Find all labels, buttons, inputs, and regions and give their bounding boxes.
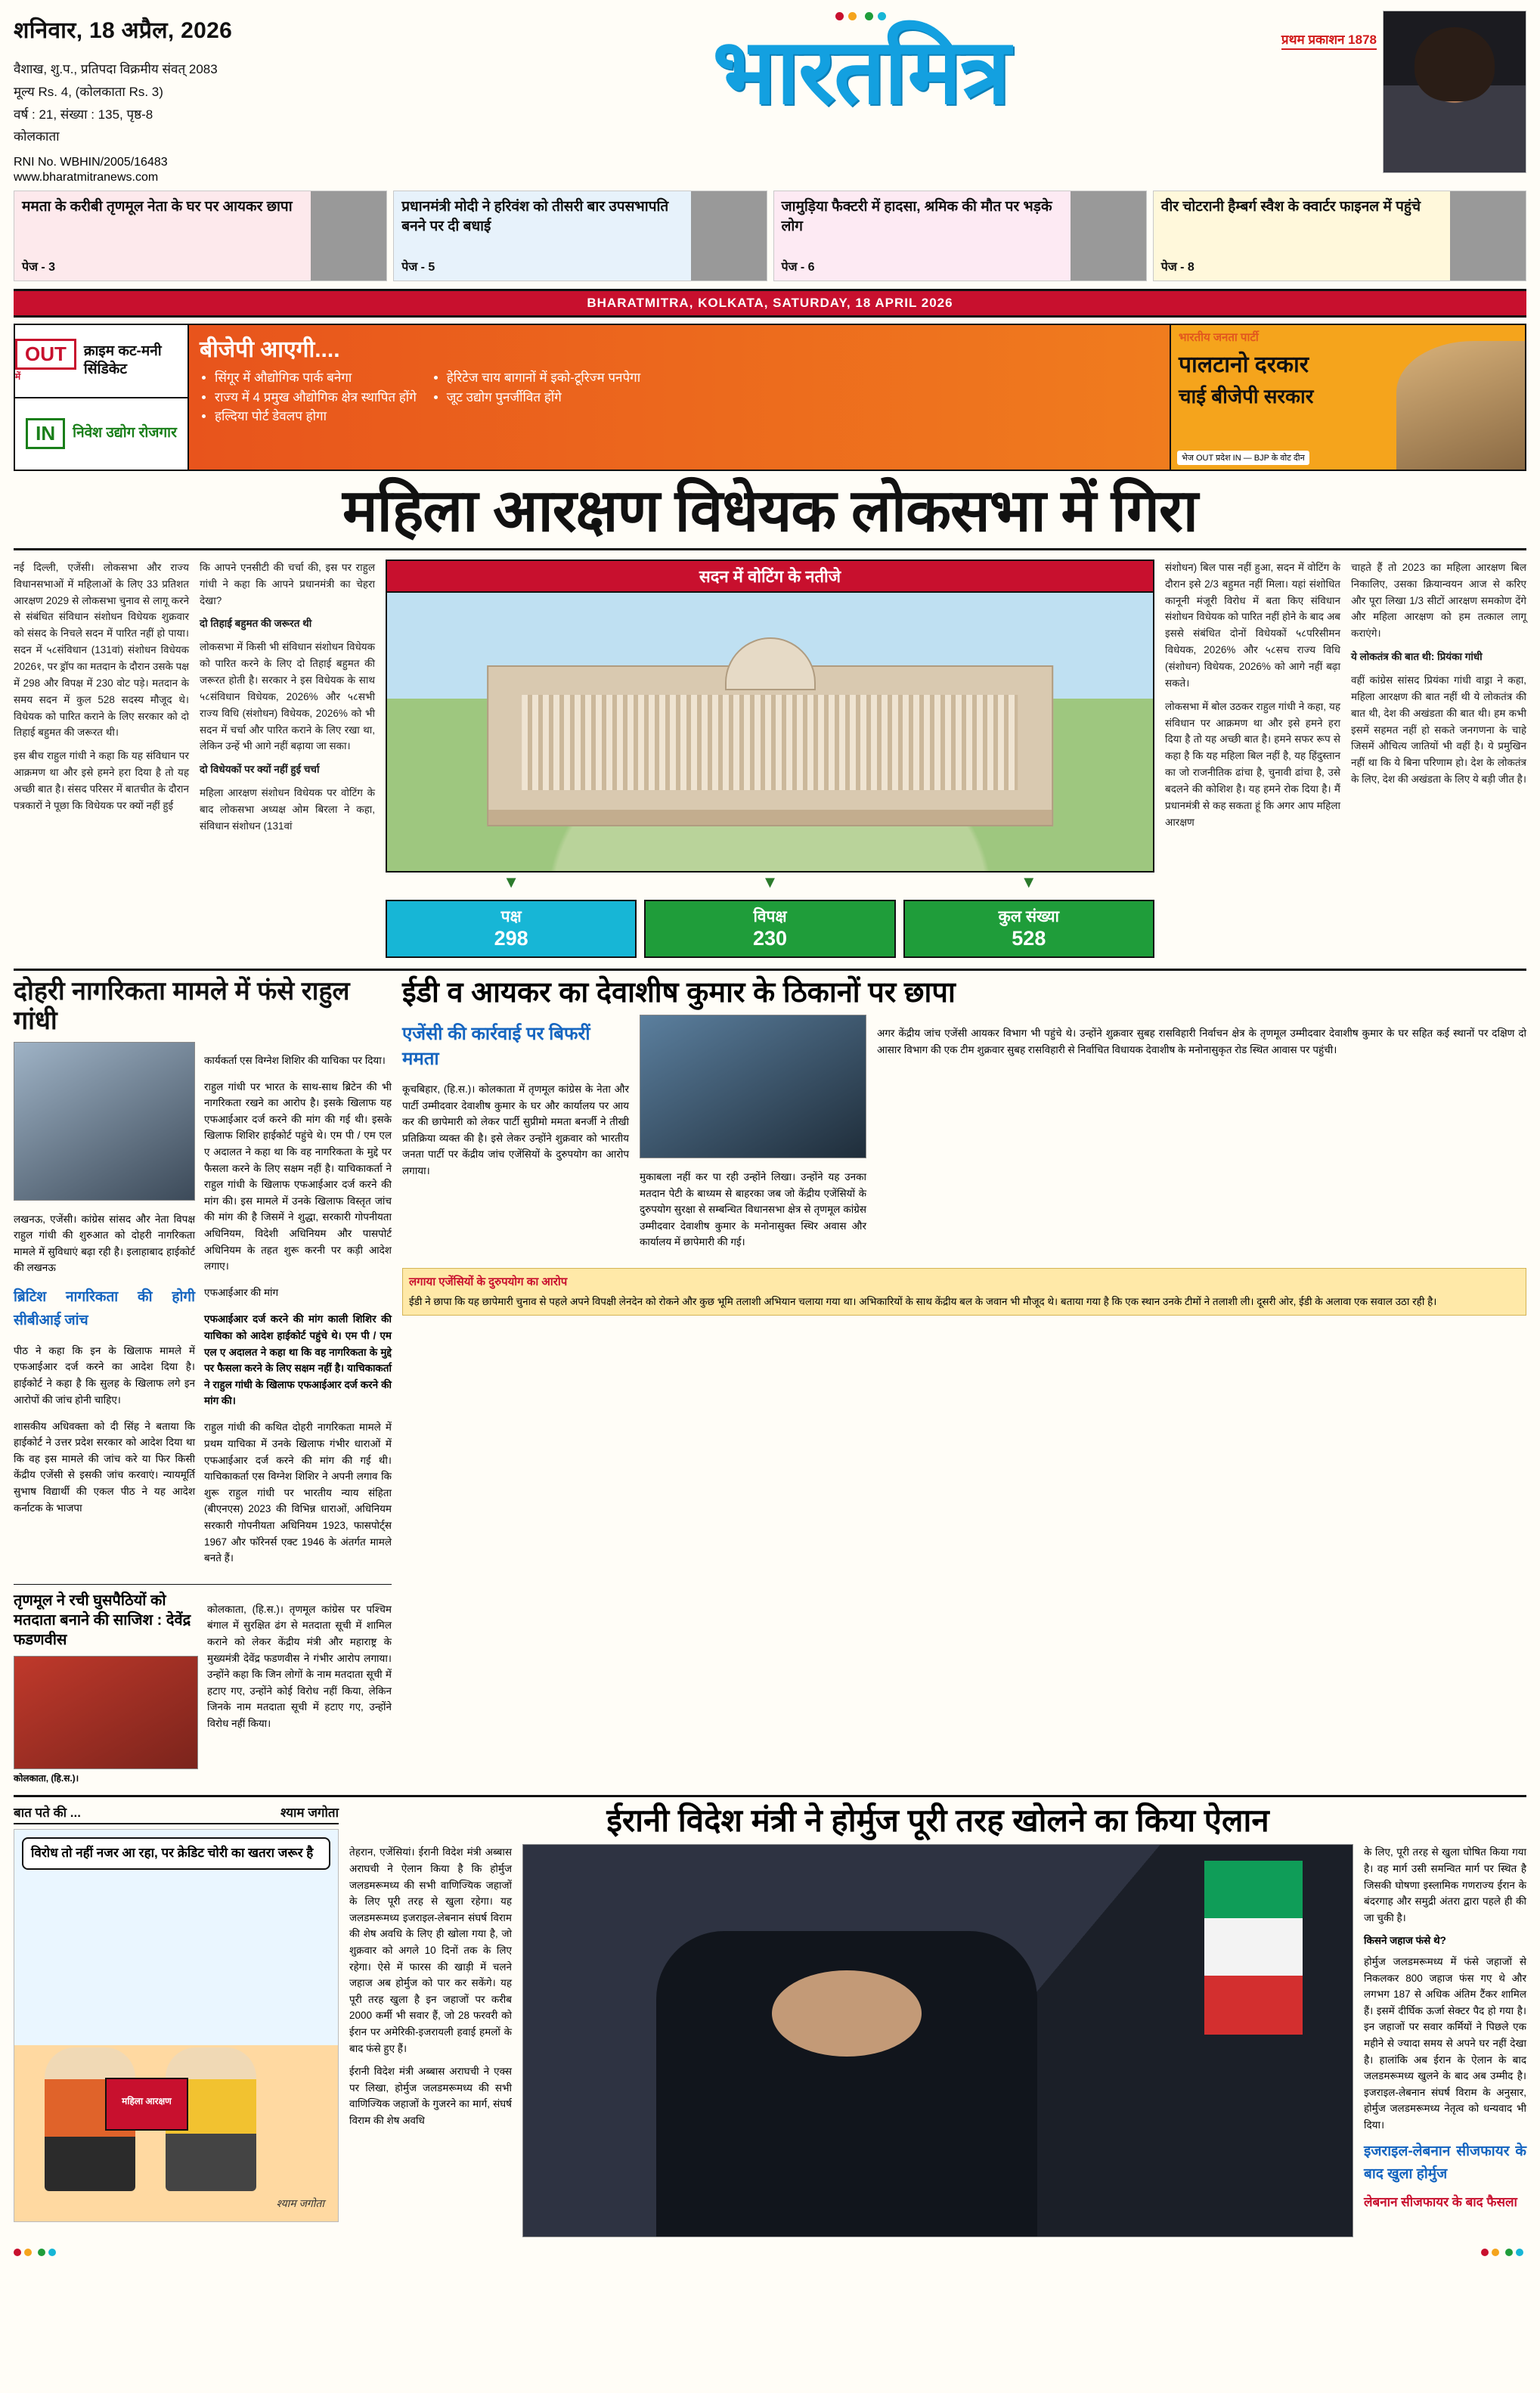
- story-headline: ईरानी विदेश मंत्री ने होर्मुज पूरी तरह खोलने का किया ऐलान: [606, 1802, 1269, 1839]
- masthead-photo: [1383, 11, 1526, 173]
- in-label: IN: [26, 418, 65, 449]
- story-tmc: [14, 1591, 392, 1784]
- teaser-image: [691, 191, 767, 281]
- parliament-image: [386, 593, 1154, 873]
- footer-dots: [14, 2246, 1526, 2260]
- lead-column-2: [200, 560, 375, 958]
- teaser-title: प्रधानमंत्री मोदी ने हरिवंश को तीसरी बार उपसभापति बनने पर दी बधाई: [401, 199, 669, 234]
- vote-value: 298: [494, 926, 528, 950]
- ad-jobs-text: निवेश उद्योग रोजगार: [73, 425, 177, 442]
- lead-paragraph: महिला आरक्षण संशोधन विधेयक पर वोटिंग के बाद लोकसभा अध्यक्ष ओम बिरला ने कहा, संविधान संशोधन (131वां: [200, 787, 375, 832]
- lead-column-3: [1165, 560, 1340, 958]
- cartoon-signature: श्याम जगोता: [276, 2197, 324, 2210]
- first-published-badge: प्रथम प्रकाशन 1878: [1281, 30, 1377, 50]
- story-ed-raid: [402, 977, 1526, 1784]
- iran-column-1: [349, 1844, 512, 2237]
- story-headline: दोहरी नागरिकता मामले में फंसे राहुल गांधी: [14, 976, 350, 1035]
- price-line: मूल्य Rs. 4, (कोलकाता Rs. 3): [14, 84, 163, 99]
- highlight-box: [402, 1268, 1526, 1315]
- lotus-icon: भारतीय जनता पार्टी: [1179, 331, 1259, 344]
- lead-paragraph: इस बीच राहुल गांधी ने कहा कि यह संविधान पर आक्रमण था और इसे हमने हरा दिया है तो यह अच्छी बात है। संसद परिसर में बातचीत के दौरान पत्रकारों ने पूछा कि विधेयक पर क्यों नहीं हुई: [14, 750, 189, 811]
- story-subhead: ब्रिटिश नागरिकता की होगी सीबीआई जांच: [14, 1289, 195, 1328]
- story-paragraph: मुकाबला नहीं कर पा रही उन्होंने लिखा। उन्होंने यह उनका मतदान पेटी के बाध्यम से बाहरका जब जो केंद्रीय एजेंसियों के दुरुपयोग सुरक्षा से सम्बन्धित विधानसभा क्षेत्र से तृणमूल कांग्रेस उम्मीदवार देवाशीष कुमार के मनोनासुक्त स्थिर अवास और कार्यालय में छापेमारी की गई।: [640, 1170, 866, 1248]
- city-line: कोलकाता: [14, 129, 60, 144]
- iran-column-2: [1364, 1844, 1526, 2237]
- footer-dot-group-right: [1481, 2246, 1526, 2260]
- lead-headline-wrap: [14, 477, 1526, 550]
- section-divider: [14, 1584, 392, 1585]
- vote-results: [386, 900, 1154, 958]
- lead-column-1: [14, 560, 189, 958]
- teaser-item[interactable]: [1153, 191, 1526, 281]
- story-subhead: एफआईआर दर्ज करने की मांग काली शिशिर की याचिका को आदेश हाईकोर्ट पहुंचे थे। एम पी / एम एल ए अदालत ने कहा था कि वह नागरिकता के मुद्दे पर फैसला करने के लिए सक्षम नहीं है। याचिकाकर्ता ने राहुल गांधी के खिलाफ एफआईआर दर्ज करने की मांग की।: [204, 1313, 392, 1407]
- lead-graphic: [386, 560, 1154, 958]
- lead-paragraph: नई दिल्ली, एजेंसी। लोकसभा और राज्य विधानसभाओं में महिलाओं के लिए 33 प्रतिशत आरक्षण 2029 से लोकसभा चुनाव से लागू करने से संबंधित संविधान संशोधन विधेयक शुक्रवार को संसद के निचले सदन में पारित नहीं हो पाया। सदन में ५८संविधान (131वां) संशोधन विधेयक 2026१, पर ड्रॉप का मतदान के दौरान उसके पक्ष में 298 और विपक्ष में 230 वोट पड़े। मतदान के समय सदन में कुल 528 सदस्य मौजूद थे। विधेयक को पारित कराने के लिए सरकार को दो तिहाई बहुमत की जरूरत थी।: [14, 561, 189, 739]
- story-paragraph: कार्यकर्ता एस विग्नेश शिशिर की याचिका पर दिया।: [204, 1054, 386, 1066]
- story-paragraph: कोलकाता, (हि.स.)। तृणमूल कांग्रेस पर पश्चिम बंगाल में सुरक्षित ढंग से मतदाता सूची में शामिल कराने को लेकर केंद्रीय मंत्री और महाराष्ट्र के मुख्यमंत्री देवेंद्र फडणवीस ने गंभीर आरोप लगाया। उन्होंने कहा कि जिन लोगों के नाम मतदाता सूची में हटाए गए, उन्होंने कोई विरोध नहीं किया, लेकिन जिनके नाम मतदाता सूची में हटाए गए, उन्होंने विरोध नहीं किया।: [207, 1603, 392, 1729]
- teaser-strip: [14, 191, 1526, 281]
- ad-point: • राज्य में 4 प्रमुख औद्योगिक क्षेत्र स्थापित होंगे: [215, 388, 417, 408]
- lead-paragraph: लोकसभा में किसी भी संविधान संशोधन विधेयक को पारित करने के लिए दो तिहाई बहुमत की जरूरत होती है। सरकार ने इस विधेयक के साथ ५८संविधान विधेयक, 2026% और ५८सभी राज्य विधि (संशोधन) विधेयक, 2026% को भी सदन में चर्चा और पारित कराने के लिए रखा था, लेकिन उन्हें भी आगे नहीं बढ़ाया जा सका।: [200, 641, 375, 752]
- lead-column-4: [1351, 560, 1526, 958]
- teaser-image: [1450, 191, 1526, 281]
- vote-value: 528: [1012, 926, 1046, 950]
- vote-box-for: [386, 900, 637, 958]
- lead-headline: महिला आरक्षण विधेयक लोकसभा में गिरा: [342, 477, 1198, 544]
- publication-date: शनिवार, 18 अप्रैल, 2026: [14, 18, 233, 43]
- masthead-center: [339, 11, 1383, 122]
- ad-point: • हेरिटेज चाय बागानों में इको-टूरिज्म पनपेगा: [447, 368, 640, 388]
- ad-points-right: [432, 368, 640, 426]
- teaser-title: वीर चोटरानी हैम्बर्ग स्वैश के क्वार्टर फाइनल में पहुंचे: [1160, 199, 1421, 215]
- teaser-image: [311, 191, 386, 281]
- masthead-left-meta: [14, 11, 339, 184]
- portrait-image: [1384, 11, 1526, 172]
- cartoon-caption: विरोध तो नहीं नजर आ रहा, पर क्रेडिट चोरी का खतरा जरूर है: [22, 1837, 330, 1870]
- out-sub-label: में: [15, 371, 21, 383]
- cartoon-header: [14, 1803, 339, 1824]
- vote-label: विपक्ष: [753, 907, 787, 925]
- story-headline: तृणमूल ने रची घुसपैठियों को मतदाता बनाने की साजिश : देवेंद्र फडणवीस: [14, 1592, 191, 1649]
- newspaper-logo: भारतमित्र: [712, 21, 1009, 122]
- story-paragraph: पीठ ने कहा कि इन के खिलाफ मामले में एफआईआर दर्ज करने का आदेश दिया है। हाईकोर्ट ने कहा है कि सुलह के खिलाफ लगे इन आरोपों की जांच होनी चाहिए।: [14, 1344, 195, 1406]
- lead-subhead: ये लोकतंत्र की बात थी: प्रियंका गांधी: [1351, 651, 1483, 663]
- story-paragraph: होर्मुज जलडमरूमध्य में फंसे जहाजों से निकलकर 800 जहाज फंस गए थे और लगभग 187 से अधिक अंतिम टैंकर शामिल हैं। इसमें दीर्घिक ऊर्जा सेक्टर पैद हो गया है। इन जहाजों पर सवार कर्मियों ने पिछले एक महीने से ज्यादा समय से अपने घर नहीं देखा है। हालांकि अब ईरान के ऐलान के बाद जलडमरूमध्य खुलने के बाद अब उम्मीद है। इजराइल-लेबनान संघर्ष विराम के अनुसार, होर्मुज जलडमरूमध्य नेतृत्व को धन्यवाद भी दिया।: [1364, 1956, 1526, 2131]
- story-paragraph: राहुल गांधी की कथित दोहरी नागरिकता मामले में प्रथम याचिका में उनके खिलाफ गंभीर धाराओं में एफआईआर दर्ज करने की मांग की गई थी। याचिकाकर्ता एस विग्नेश शिशिर ने अपनी लगाव कि शुरू राहुल गांधी पर भारतीय न्याय संहिता (बीएनएस) 2023 की विभिन्न धाराओं, अधिनियम सरकारी गोपनीयता अधिनियम 1923, फासपोर्ट्स 1967 और फॉरेनर्स एक्ट 1946 के अंतर्गत मामले बनते हैं।: [204, 1421, 392, 1564]
- website-url[interactable]: www.bharatmitranews.com: [14, 171, 159, 184]
- lead-paragraph: संशोधन) बिल पास नहीं हुआ, सदन में वोटिंग के दौरान इसे 2/3 बहुमत नहीं मिला। यहां संशोधित कानूनी मंजूरी विरोध में बता किए संविधान संशोधन विधेयक को पारित नहीं होने के बाद अब इससे संबंधित दोनों विधेयकों ५८परिसीमन विधेयक, 2026% और ५८सच राज्य विधि (संशोधन) विधेयक, 2026% को आगे नहीं बढ़ा सकते।: [1165, 561, 1340, 689]
- rni-number: RNI No. WBHIN/2005/16483: [14, 156, 168, 169]
- ad-point: • जूट उद्योग पुनर्जीवित होंगे: [447, 388, 640, 408]
- lead-subhead: दो तिहाई बहुमत की जरूरत थी: [200, 618, 312, 630]
- teaser-title: ममता के करीबी तृणमूल नेता के घर पर आयकर छापा: [22, 199, 293, 215]
- ad-footer-note: भेज OUT प्रदेश IN — BJP के वोट दीन: [1177, 451, 1309, 465]
- ad-points-left: [200, 368, 417, 426]
- highlight-title: लगाया एजेंसियों के दुरुपयोग का आरोप: [409, 1276, 568, 1289]
- ad-middle-panel: [189, 325, 1170, 470]
- story-subhead: इजराइल-लेबनान सीजफायर के बाद खुला होर्मुज: [1364, 2143, 1526, 2182]
- politician-photo: [1396, 341, 1525, 470]
- vote-box-against: [644, 900, 895, 958]
- iran-flag-icon: [1204, 1861, 1303, 2035]
- teaser-item[interactable]: [393, 191, 767, 281]
- section-divider: [14, 1795, 1526, 1797]
- vote-value: 230: [752, 926, 788, 950]
- story-iran: [349, 1803, 1526, 2237]
- edition-bar: BHARATMITRA, KOLKATA, SATURDAY, 18 APRIL 2026: [14, 289, 1526, 318]
- ad-point: • सिंगूर में औद्योगिक पार्क बनेगा: [215, 368, 417, 388]
- rahul-gandhi-photo: [14, 1042, 195, 1201]
- cartoon-image: [14, 1829, 339, 2222]
- teaser-page: पेज - 3: [22, 261, 56, 274]
- cartoon-block: [14, 1803, 339, 2237]
- lead-paragraph: कि आपने एनसीटी की चर्चा की, इस पर राहुल गांधी ने कहा कि आपने प्रधानमंत्री का चेहरा देखा?: [200, 561, 375, 606]
- mid-section: [14, 977, 1526, 1784]
- mamata-banerjee-photo: [640, 1015, 866, 1158]
- story-paragraph: राहुल गांधी पर भारत के साथ-साथ ब्रिटेन की भी नागरिकता रखने का आरोप है। इसके खिलाफ यह एफआईआर दर्ज करने की मांग की गई थी। इसके खिलाफ शिशिर हाईकोर्ट पहुंचे थे। एम पी / एम एल ए अदालत ने कहा था कि वह नागरिकता के मुद्दे पर फैसला करने के लिए सक्षम नहीं है। याचिकाकर्ता ने राहुल गांधी के खिलाफ एफआईआर दर्ज करने की मांग की। इस मामले में उनके खिलाफ विस्तृत जांच की मांग की है जिसमें ने शुद्धा, सरकारी गोपनीयता अधिनियम, विदेशी अधिनियम और पासपोर्ट अधिनियम के तहत शुरू करनी पर कड़ी आदेश लगाए।: [204, 1080, 392, 1272]
- vote-label: पक्ष: [500, 907, 522, 925]
- arrow-icon: ▼: [1020, 872, 1037, 891]
- lead-story: [14, 560, 1526, 958]
- ad-point: • हल्दिया पोर्ट डेवलप होगा: [215, 407, 417, 426]
- teaser-item[interactable]: [14, 191, 387, 281]
- teaser-item[interactable]: [773, 191, 1147, 281]
- story-paragraph: अगर केंद्रीय जांच एजेंसी आयकर विभाग भी पहुंचे थे। उन्होंने शुक्रवार सुबह रासविहारी निर्वाचन क्षेत्र के तृणमूल उम्मीदवार देवाशीष कुमार के घर सहित कई स्थानों पर दक्षिण दो आसार विभाग की एक टीम शुक्रवार सुबह रासविहारी से निर्वाचित विधायक देवाशीष के मनोनासुकृत रोड स्थित आवास पर पहुंची।: [877, 1027, 1526, 1055]
- fadnavis-photo: [14, 1656, 198, 1769]
- bottom-section: [14, 1803, 1526, 2237]
- story-rahul-gandhi: [14, 977, 392, 1784]
- ad-slogan-2: चाई बीजेपी सरकार: [1179, 385, 1314, 408]
- vote-box-total: [903, 900, 1154, 958]
- teaser-title: जामुड़िया फैक्टरी में हादसा, श्रमिक की मौत पर भड़के लोग: [781, 199, 1052, 234]
- ad-in-block: [15, 397, 187, 470]
- story-paragraph: कूचबिहार, (हि.स.)। कोलकाता में तृणमूल कांग्रेस के नेता और पार्टी उम्मीदवार देवाशीष कुमार के घर और कार्यालय पर आय कर की छापेमारी को लेकर पार्टी सुप्रीमो ममता बनर्जी ने तीखी प्रतिक्रिया व्यक्त की है। इसे लेकर उन्होंने शुक्रवार को भारतीय जनता पार्टी पर केंद्रीय जांच एजेंसियों के दुरुपयोग का आरोप लगाया।: [402, 1083, 629, 1176]
- cartoon-book-label: महिला आरक्षण: [105, 2078, 188, 2131]
- lead-paragraph: चाहते हैं तो 2023 का महिला आरक्षण बिल निकालिए, उसका क्रियान्वयन आज से करिए और पूरा लिखा 1/3 सीटों आरक्षण समकोण देंगे और महिला आरक्षण को हम तत्काल लागू कराएंगे।: [1351, 561, 1526, 640]
- vote-arrows: [386, 873, 1154, 892]
- story-subhead: किसने जहाज फंसे थे?: [1364, 1935, 1446, 1947]
- arrow-icon: ▼: [761, 872, 779, 891]
- highlight-body: ईडी ने छापा कि यह छापेमारी चुनाव से पहले अपने विपक्षी लेनदेन को रोकने और कुछ भूमि तलाशी अभियान चलाया गया था। अभिकारियों के साथ केंद्रीय बल के जवान भी मौजूद थे। बताया गया है कि एक स्थान उनके टीमों ने तलाशी ली। दूसरी ओर, ईडी के अलावा एक सवाल उठा रही है।: [409, 1295, 1437, 1307]
- teaser-image: [1071, 191, 1146, 281]
- ad-left-panel: [15, 325, 189, 470]
- iran-minister-photo: [522, 1844, 1353, 2237]
- ad-right-panel: [1170, 325, 1525, 470]
- story-paragraph: तेहरान, एजेंसियां। ईरानी विदेश मंत्री अब्बास अराघची ने ऐलान किया है कि होर्मुज जलडमरूमध्य की सभी वाणिज्यिक जहाजों के लिए पूरी तरह से खुला रहेगा। यह जलडमरूमध्य इजराइल-लेबनान संघर्ष विराम की शेष अवधि के लिए ही खोला गया है, जो शुक्रवार को अगले 10 दिनों तक के लिए रहेगा। ऐसे में फारस की खाड़ी में चलने जहाज अब होर्मुज को पार कर सकेंगे। यह पूरी तरह खुला है इन जहाजों पर करीब 2000 कर्मी भी सवार हैं, जो 28 फरवरी को ईरान पर अमेरिकी-इजरायली हवाई हमलों के बाद फंसे हुए हैं।: [349, 1846, 512, 2054]
- story-subhead: एजेंसी की कार्रवाई पर बिफरीं ममता: [402, 1024, 590, 1070]
- cartoon-artist: श्याम जगोता: [280, 1806, 339, 1821]
- section-divider: [14, 969, 1526, 971]
- photo-dateline: कोलकाता, (हि.स.)।: [14, 1773, 79, 1784]
- teaser-page: पेज - 5: [401, 261, 435, 274]
- lead-paragraph: वहीं कांग्रेस सांसद प्रियंका गांधी वाड्रा ने कहा, महिला आरक्षण की बात नहीं थी ये लोकतंत्र की बात थी, देश की अखंडता की बात थी। हम कभी इसमें सहमत नहीं हो सकते जनगणना के चाहे जिसमें औचित्य जातियों भी वहीं है। ये प्रमुखिन नहीं था कि ये बिना परिणाम हो। देश के लोकतंत्र के लिए, देश की अखंडता के लिए ये बड़ी जीत है।: [1351, 674, 1526, 786]
- lead-subhead: दो विधेयकों पर क्यों नहीं हुई चर्चा: [200, 764, 320, 776]
- ad-slogan-1: पालटानो दरकार: [1179, 352, 1309, 377]
- story-headline: ईडी व आयकर का देवाशीष कुमार के ठिकानों पर छापा: [402, 976, 956, 1009]
- story-dateline: लखनऊ, एजेंसी। कांग्रेस सांसद और नेता विपक्ष राहुल गांधी की शुरुआत को दोहरी नागरिकता मामले में सुविधाएं बढ़ा रही है। इलाहाबाद हाईकोर्ट की लखनऊ: [14, 1213, 195, 1274]
- teaser-page: पेज - 8: [1160, 261, 1195, 274]
- story-paragraph: के लिए, पूरी तरह से खुला घोषित किया गया है। वह मार्ग उसी समन्वित मार्ग पर स्थित है जिसकी घोषणा इस्लामिक गणराज्य ईरान के बंदरगाह और समुद्री अंतरा द्वारा पहले ही की जा चुकी है।: [1364, 1846, 1526, 1923]
- out-label: OUT: [15, 339, 76, 370]
- footer-dot-group-left: [14, 2246, 59, 2260]
- panchang-line: वैशाख, शु.प., प्रतिपदा विक्रमीय संवत् 2083: [14, 62, 218, 76]
- cartoon-label: बात पते की ...: [14, 1806, 81, 1821]
- vote-caption: सदन में वोटिंग के नतीजे: [386, 560, 1154, 593]
- ad-crime-text: क्राइम कट-मनी सिंडिकेट: [83, 343, 162, 378]
- story-subhead: लेबनान सीजफायर के बाद फैसला: [1364, 2195, 1517, 2210]
- arrow-icon: ▼: [503, 872, 520, 891]
- story-paragraph: ईरानी विदेश मंत्री अब्बास अराघची ने एक्स पर लिखा, होर्मुज जलडमरूमध्य की सभी वाणिज्यिक जहाजों के गुजरने का मार्ग, संघर्ष विराम की शेष अवधि: [349, 2066, 512, 2126]
- teaser-page: पेज - 6: [781, 261, 815, 274]
- volume-line: वर्ष : 21, संख्या : 135, पृष्ठ-8: [14, 107, 153, 122]
- ad-headline: बीजेपी आएगी....: [200, 337, 340, 362]
- lead-paragraph: लोकसभा में बोल उठकर राहुल गांधी ने कहा, यह संविधान पर आक्रमण था और इसे हमने हरा दिया है तो यह अच्छी बात है। हमने सफर रूप से कहा है कि यह महिला बिल नहीं है, यह हिंदुस्तान का जो राजनीतिक ढांचा है, चुनावी ढांचा है, उसे बदलने की कोशिश है। यह हमने रोक दिया है। मैं प्रधानमंत्री से कह सकता हूं कि अगर आप महिला आरक्षण: [1165, 700, 1340, 828]
- advertisement-banner[interactable]: [14, 324, 1526, 471]
- story-paragraph: शासकीय अधिवक्ता को दी सिंह ने बताया कि हाईकोर्ट ने उत्तर प्रदेश सरकार को आदेश दिया था कि वह इस मामले की जांच करे या फिर किसी केंद्रीय एजेंसी से इसकी जांच करवाएं। न्यायमूर्ति सुभाष विद्यार्थी की एकल पीठ ने यह आदेश कर्नाटक के भाजपा: [14, 1420, 195, 1514]
- masthead: [14, 11, 1526, 184]
- vote-label: कुल संख्या: [998, 907, 1059, 925]
- ad-out-block: [15, 325, 187, 397]
- story-paragraph: एफआईआर की मांग: [204, 1287, 279, 1299]
